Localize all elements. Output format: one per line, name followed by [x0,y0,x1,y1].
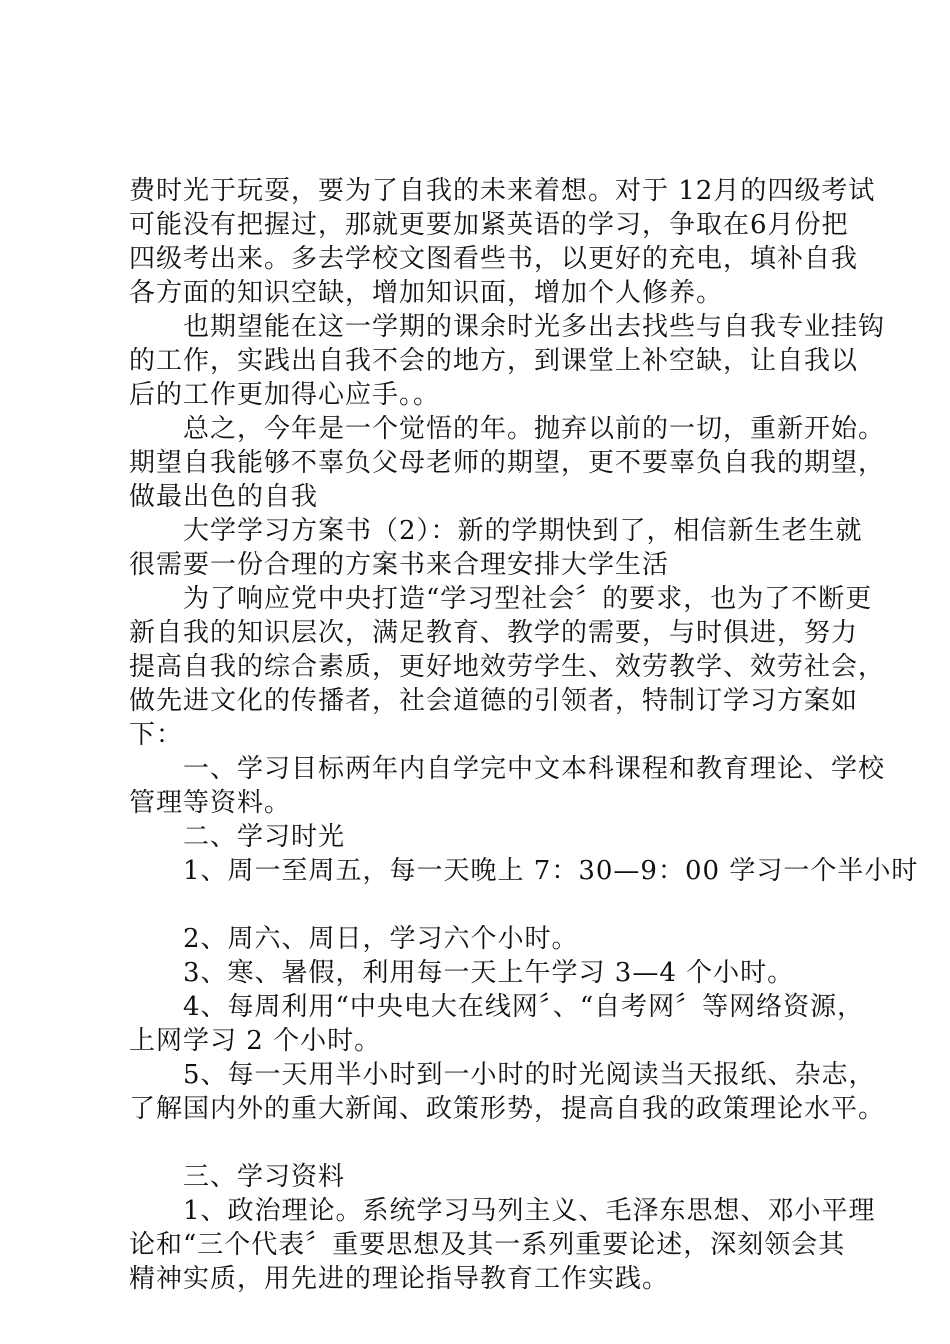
text-line: 期望自我能够不辜负父母老师的期望，更不要辜负自我的期望， [129,448,886,478]
text-line: 三、学习资料 [183,1162,346,1192]
text-line: 四级考出来。多去学校文图看些书，以更好的充电，填补自我 [129,244,859,274]
text-line: 可能没有把握过，那就更要加紧英语的学习，争取在6月份把 [129,210,849,240]
text-line: 费时光于玩耍，要为了自我的未来着想。对于 12月的四级考试 [129,176,876,206]
text-line: 做最出色的自我 [129,482,319,512]
blank-line [129,888,849,922]
text-line: 新自我的知识层次，满足教育、教学的需要，与时俱进，努力 [129,618,859,648]
text-line: 做先进文化的传播者，社会道德的引领者，特制订学习方案如 [129,686,859,716]
text-line: 4、每周利用“中央电大在线网〞、“自考网〞等网络资源， [183,992,865,1022]
text-line: 总之，今年是一个觉悟的年。抛弃以前的一切，重新开始。 [183,414,886,444]
text-line: 2、周六、周日，学习六个小时。 [183,924,579,954]
text-line: 论和“三个代表〞重要思想及其一系列重要论述，深刻领会其 [129,1230,846,1260]
text-line: 后的工作更加得心应手。。 [129,380,441,410]
text-line: 1、周一至周五，每一天晚上 7：30—9：00 学习一个半小时 [183,856,919,886]
text-line: 为了响应党中央打造“学习型社会〞的要求，也为了不断更 [183,584,873,614]
text-line: 了解国内外的重大新闻、政策形势，提高自我的政策理论水平。 [129,1094,886,1124]
text-line: 大学学习方案书（2）：新的学期快到了，相信新生老生就 [183,516,863,546]
document-body [129,174,919,1296]
text-line: 很需要一份合理的方案书来合理安排大学生活 [129,550,670,580]
text-line: 各方面的知识空缺，增加知识面，增加个人修养。 [129,278,724,308]
text-line: 提高自我的综合素质，更好地效劳学生、效劳教学、效劳社会， [129,652,886,682]
text-line: 上网学习 2 个小时。 [129,1026,382,1056]
text-line: 3、寒、暑假，利用每一天上午学习 3—4 个小时。 [183,958,795,988]
text-line: 1、政治理论。系统学习马列主义、毛泽东思想、邓小平理 [183,1196,876,1226]
text-line: 一、学习目标两年内自学完中文本科课程和教育理论、学校 [183,754,886,784]
text-line: 精神实质，用先进的理论指导教育工作实践。 [129,1264,670,1294]
text-line: 管理等资料。 [129,788,292,818]
text-line: 二、学习时光 [183,822,346,852]
text-line: 的工作，实践出自我不会的地方，到课堂上补空缺，让自我以 [129,346,859,376]
text-line: 5、每一天用半小时到一小时的时光阅读当天报纸、杂志， [183,1060,876,1090]
blank-line [129,1126,849,1160]
text-line: 下： [129,720,184,750]
text-line: 也期望能在这一学期的课余时光多出去找些与自我专业挂钩 [183,312,886,342]
